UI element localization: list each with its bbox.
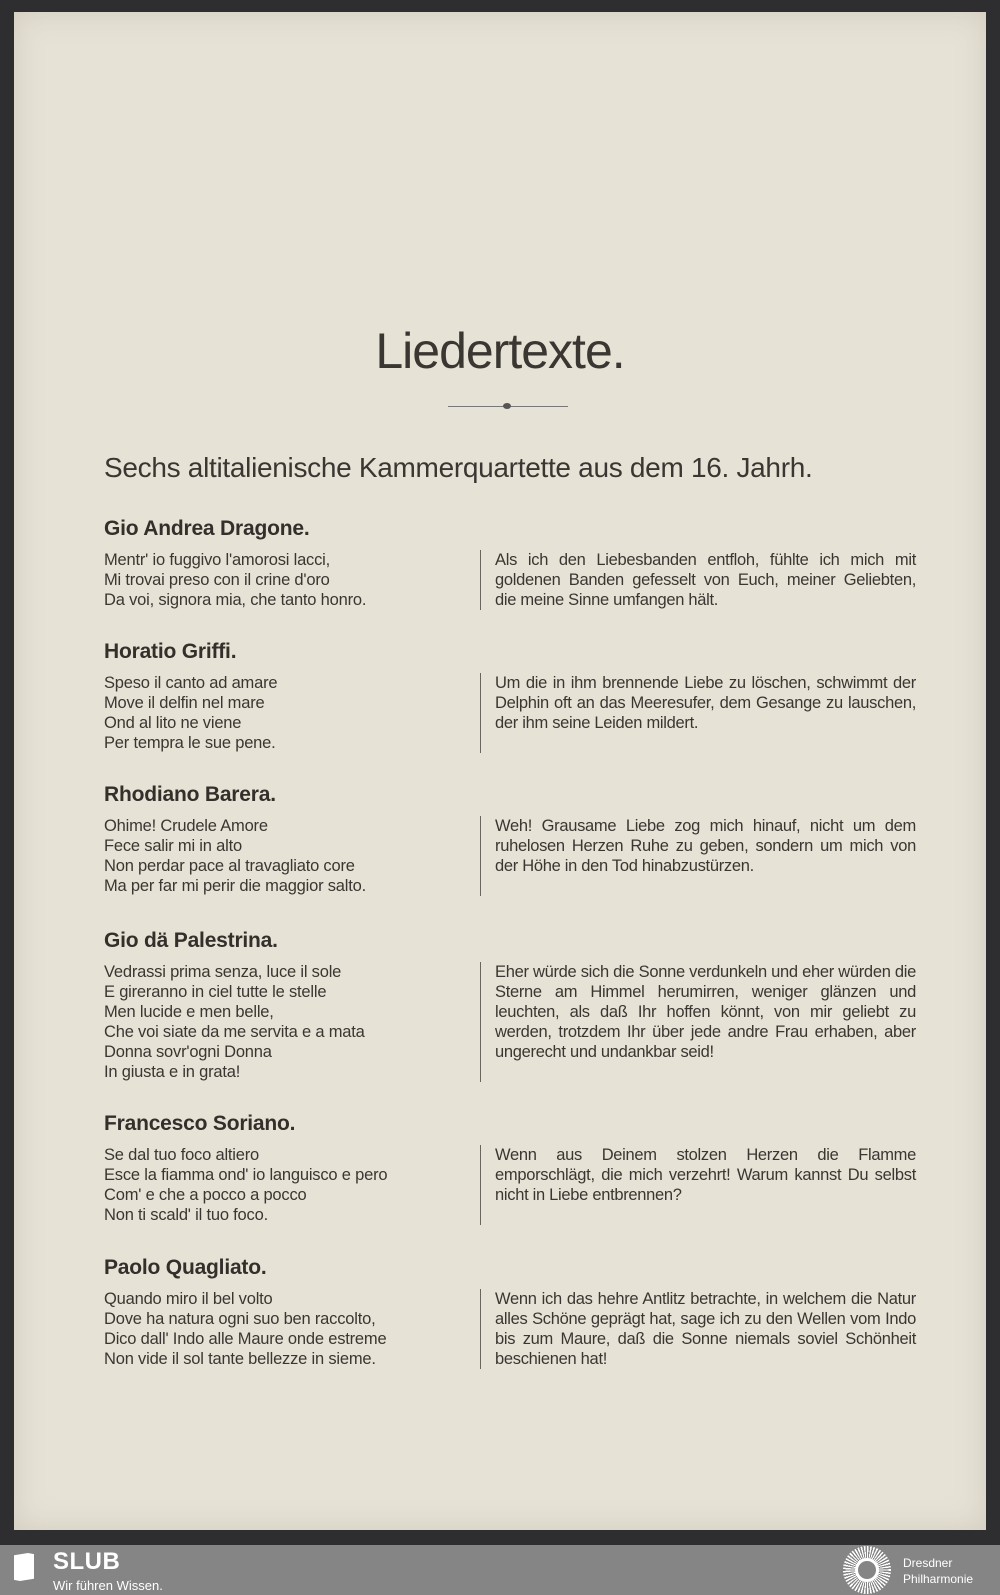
italian-line: Speso il canto ad amare [104, 674, 278, 692]
text-columns [104, 550, 916, 610]
text-columns [104, 673, 916, 753]
italian-line: Donna sovr'ogni Donna [104, 1043, 272, 1061]
italian-line: Non ti scald' il tuo foco. [104, 1206, 268, 1224]
german-translation: Als ich den Liebesbanden entfloh, fühlte ich mich mit goldenen Banden gefesselt von Euch, meiner Geliebten, die meine Sinne umfangen hält. [495, 551, 916, 609]
italian-line: Da voi, signora mia, che tanto honro. [104, 591, 367, 609]
song-section [104, 929, 916, 1082]
page-title: Liedertexte. [375, 323, 625, 379]
italian-line: Quando miro il bel volto [104, 1290, 273, 1308]
german-translation: Wenn ich das hehre Antlitz betrachte, in welchem die Natur alles Schöne geprägt hat, sage ich zu den Wellen vom Indo bis zum Maure, daß die Sonne niemals soviel Schönheit beschienen hat! [495, 1290, 916, 1368]
italian-line: Se dal tuo foco altiero [104, 1146, 260, 1164]
italian-line: Men lucide e men belle, [104, 1003, 274, 1021]
italian-text [104, 1289, 481, 1369]
italian-text [104, 816, 481, 896]
text-columns [104, 1289, 916, 1369]
italian-text [104, 550, 481, 610]
italian-line: Esce la fiamma ond' io languisco e pero [104, 1166, 388, 1184]
song-section [104, 517, 916, 610]
slub-logo[interactable]: SLUB [53, 1548, 121, 1575]
song-section [104, 1112, 916, 1225]
text-columns [104, 816, 916, 896]
song-section [104, 783, 916, 896]
composer-heading: Rhodiano Barera. [104, 783, 276, 806]
italian-line: Non perdar pace al travagliato core [104, 857, 355, 875]
italian-line: Mentr' io fuggivo l'amorosi lacci, [104, 551, 331, 569]
ornament-dot [503, 403, 511, 409]
italian-text [104, 1145, 481, 1225]
italian-line: E gireranno in ciel tutte le stelle [104, 983, 327, 1001]
italian-line: Mi trovai preso con il crine d'oro [104, 571, 330, 589]
song-section [104, 1256, 916, 1369]
subtitle: Sechs altitalienische Kammerquartette aus dem 16. Jahrh. [104, 452, 813, 483]
italian-line: Ond al lito ne viene [104, 714, 242, 732]
composer-heading: Horatio Griffi. [104, 640, 237, 663]
german-translation: Weh! Grausame Liebe zog mich hinauf, nicht um dem ruhelosen Herzen Ruhe zu geben, sondern um mich von der Höhe in den Tod hinabzustürzen. [495, 817, 916, 875]
italian-line: Che voi siate da me servita e a mata [104, 1023, 365, 1041]
composer-heading: Paolo Quagliato. [104, 1256, 267, 1279]
italian-line: Dico dall' Indo alle Maure onde estreme [104, 1330, 387, 1348]
italian-line: Non vide il sol tante bellezze in sieme. [104, 1350, 376, 1368]
german-translation: Wenn aus Deinem stolzen Herzen die Flamme emporschlägt, die mich verzehrt! Warum kannst Du selbst nicht in Liebe entbrennen? [495, 1146, 916, 1204]
german-translation: Um die in ihm brennende Liebe zu löschen, schwimmt der Delphin oft an das Meeresufer, dem Gesange zu lauschen, der ihm seine Leiden mildert. [495, 674, 916, 732]
german-translation: Eher würde sich die Sonne verdunkeln und eher würden die Sterne am Himmel herumirren, weniger glänzen und leuchten, als daß Ihr hoffen könnt, von mir geliebt zu werden, trotzdem Ihr über jede andre Frau erhaben, aber ungerecht und undankbar seid! [495, 963, 916, 1061]
song-section [104, 640, 916, 753]
italian-line: Per tempra le sue pene. [104, 734, 276, 752]
text-columns [104, 962, 916, 1082]
italian-line: Fece salir mi in alto [104, 837, 242, 855]
philharmonie-ring-icon [855, 1558, 879, 1582]
partner-name-line1[interactable]: Dresdner [903, 1556, 953, 1570]
slub-slogan: Wir führen Wissen. [53, 1578, 163, 1593]
italian-line: In giusta e in grata! [104, 1063, 241, 1081]
composer-heading: Gio Andrea Dragone. [104, 517, 310, 540]
composer-heading: Gio dä Palestrina. [104, 929, 278, 952]
italian-line: Com' e che a pocco a pocco [104, 1186, 307, 1204]
slub-book-icon [14, 1553, 34, 1581]
partner-name-line2[interactable]: Philharmonie [903, 1572, 974, 1586]
italian-line: Ma per far mi perir die maggior salto. [104, 877, 366, 895]
italian-line: Move il delfin nel mare [104, 694, 265, 712]
italian-text [104, 673, 481, 753]
italian-line: Ohime! Crudele Amore [104, 817, 268, 835]
italian-text [104, 962, 481, 1082]
italian-line: Vedrassi prima senza, luce il sole [104, 963, 342, 981]
italian-line: Dove ha natura ogni suo ben raccolto, [104, 1310, 376, 1328]
composer-heading: Francesco Soriano. [104, 1112, 296, 1135]
text-columns [104, 1145, 916, 1225]
